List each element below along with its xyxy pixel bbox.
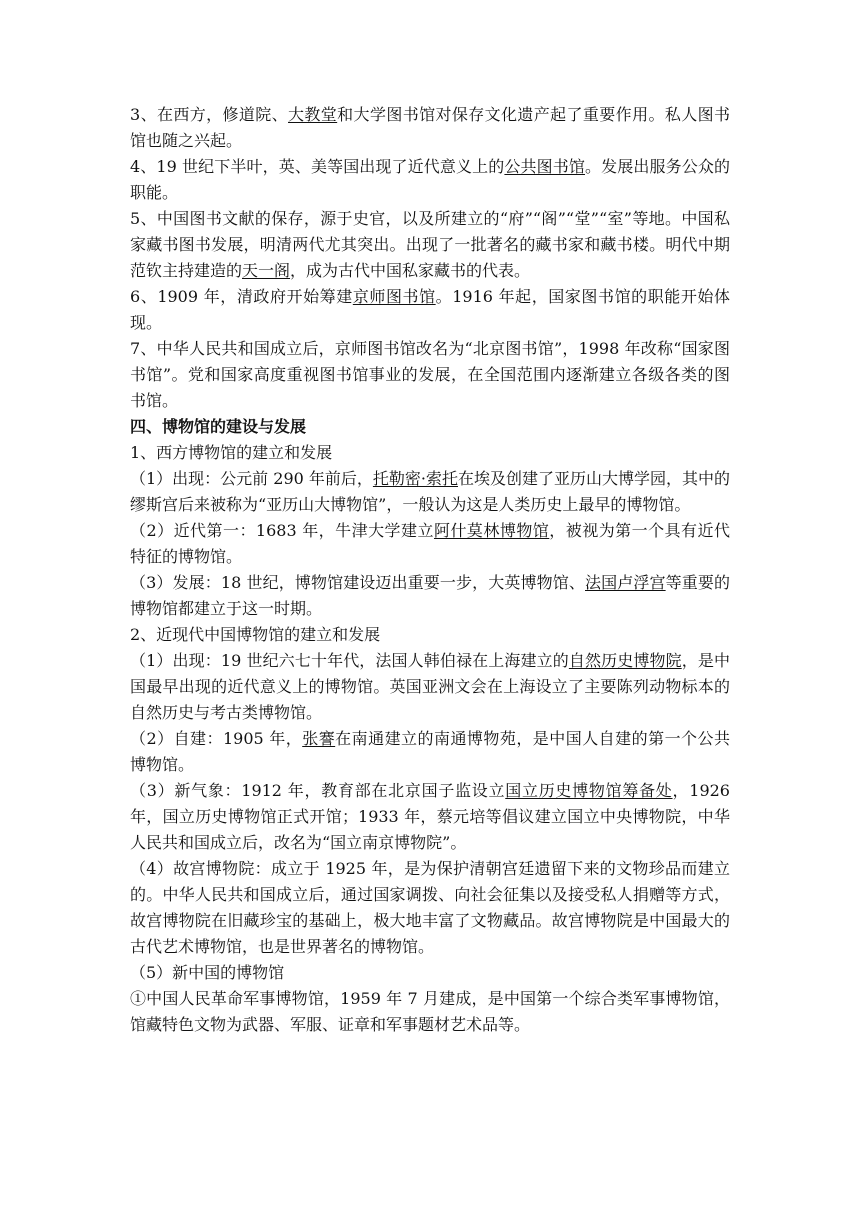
text-run: 。1916 年起，国家图书馆的职能开始体现。: [130, 287, 730, 332]
text-run: 7、中华人民共和国成立后，京师图书馆改名为“北京图书馆”，1998 年改称“国家图书馆”。党和国家高度重视图书馆事业的发展，在全国范围内逐渐建立各级各类的图书馆。: [130, 339, 730, 410]
text-run: 1、西方博物馆的建立和发展: [130, 443, 333, 462]
text-run: 3、在西方，修道院、: [130, 105, 289, 124]
underlined-term: 国立历史博物馆筹备处: [505, 781, 673, 800]
text-run: （4）故宫博物院：成立于 1925 年，是为保护清朝宫廷遗留下来的文物珍品而建立的。中华人民共和国成立后，通过国家调拨、向社会征集以及接受私人捐赠等方式，故宫博物院在旧藏珍宝的基础上，极大地丰富了文物藏品。故宫博物院是中国最大的古代艺术博物馆，也是世界著名的博物馆。: [130, 859, 730, 956]
underlined-term: 法国卢浮宫: [585, 573, 666, 592]
text-run: （1）出现：19 世纪六七十年代，法国人韩伯禄在上海建立的: [130, 651, 569, 670]
text-run: 和大学图书馆对保存文化遗产起了重要作用。私人图书馆也随之兴起。: [130, 105, 730, 150]
underlined-term: 公共图书馆: [504, 157, 586, 176]
paragraph: [130, 206, 730, 284]
paragraph: [130, 440, 730, 466]
text-run: ①中国人民革命军事博物馆，1959 年 7 月建成，是中国第一个综合类军事博物馆，馆藏特色文物为武器、军服、证章和军事题材艺术品等。: [130, 989, 730, 1034]
paragraph: [130, 986, 730, 1038]
text-run: （2）近代第一：1683 年，牛津大学建立: [130, 521, 434, 540]
underlined-term: 阿什莫林博物馆: [433, 521, 550, 540]
text-run: （3）新气象：1912 年，教育部在北京国子监设立: [130, 781, 506, 800]
text-run: ，是中国最早出现的近代意义上的博物馆。英国亚洲文会在上海设立了主要陈列动物标本的自然历史与考古类博物馆。: [130, 651, 730, 722]
text-run: 4、19 世纪下半叶，英、美等国出现了近代意义上的: [130, 157, 505, 176]
text-run: ，成为古代中国私家藏书的代表。: [290, 261, 531, 280]
underlined-term: 大教堂: [288, 105, 338, 124]
text-run: （3）发展：18 世纪，博物馆建设迈出重要一步，大英博物馆、: [130, 573, 585, 592]
text-run: ，被视为第一个具有近代特征的博物馆。: [130, 521, 730, 566]
underlined-term: 京师图书馆: [352, 287, 436, 306]
paragraph: [130, 336, 730, 414]
text-run: 四、博物馆的建设与发展: [130, 417, 307, 436]
document-content: [130, 102, 730, 1038]
paragraph: [130, 726, 730, 778]
text-run: 5、中国图书文献的保存，源于史官，以及所建立的“府”“阁”“堂”“室”等地。中国私家藏书图书发展，明清两代尤其突出。出现了一批著名的藏书家和藏书楼。明代中期范钦主持建造的: [130, 209, 730, 280]
paragraph: [130, 102, 730, 154]
text-run: 2、近现代中国博物馆的建立和发展: [130, 625, 381, 644]
section-heading: [130, 414, 730, 440]
text-run: ，1926 年，国立历史博物馆正式开馆；1933 年，蔡元培等倡议建立国立中央博物院，中华人民共和国成立后，改名为“国立南京博物院”。: [130, 781, 730, 852]
underlined-term: 自然历史博物院: [568, 651, 682, 670]
paragraph: [130, 960, 730, 986]
paragraph: [130, 856, 730, 960]
underlined-term: 天一阁: [242, 261, 291, 280]
text-run: 。发展出服务公众的职能。: [130, 157, 730, 202]
text-run: （1）出现：公元前 290 年前后，: [130, 469, 373, 488]
text-run: 在埃及创建了亚历山大博学园，其中的缪斯宫后来被称为“亚历山大博物馆”，一般认为这是人类历史上最早的博物馆。: [130, 469, 731, 514]
paragraph: [130, 622, 730, 648]
underlined-term: 张謇: [302, 729, 336, 748]
paragraph: [130, 518, 730, 570]
paragraph: [130, 154, 730, 206]
paragraph: [130, 778, 730, 856]
paragraph: [130, 570, 730, 622]
text-run: 在南通建立的南通博物苑，是中国人自建的第一个公共博物馆。: [130, 729, 730, 774]
document-body: [130, 102, 730, 1038]
underlined-term: 托勒密·索托: [372, 469, 458, 488]
paragraph: [130, 466, 730, 518]
text-run: 6、1909 年，清政府开始筹建: [130, 287, 353, 306]
text-run: 等重要的博物馆都建立于这一时期。: [130, 573, 730, 618]
paragraph: [130, 648, 730, 726]
paragraph: [130, 284, 730, 336]
text-run: （2）自建：1905 年，: [130, 729, 303, 748]
text-run: （5）新中国的博物馆: [130, 963, 285, 982]
